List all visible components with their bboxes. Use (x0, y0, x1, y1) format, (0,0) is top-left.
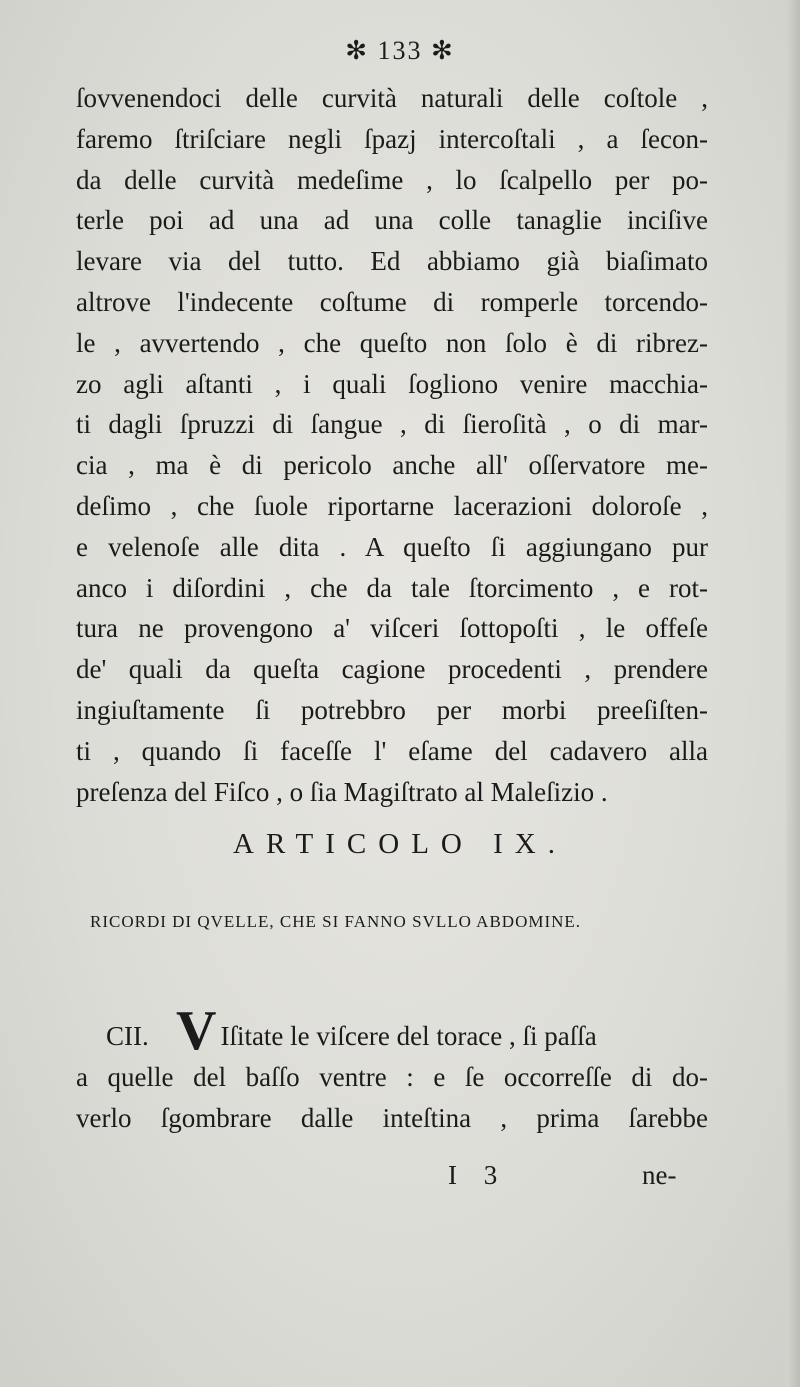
text-line: ti , quando ſi faceſſe l' eſame del cadavero alla (76, 735, 708, 766)
paragraph-2 (76, 1000, 708, 1138)
text-line: deſimo , che ſuole riportarne lacerazioni doloroſe , (76, 490, 708, 521)
text-line: e velenoſe alle dita . A queſto ſi aggiungano pur (76, 531, 708, 562)
text-line: de' quali da queſta cagione procedenti , prendere (76, 654, 708, 685)
paragraph-number: CII. (106, 1021, 149, 1051)
text-line: faremo ſtriſciare negli ſpazj intercoſtali , a ſecon- (76, 123, 708, 154)
text-line: verlo ſgombrare dalle inteſtina , prima ſarebbe (76, 1102, 708, 1133)
article-subheading: RICORDI DI QVELLE, CHE SI FANNO SVLLO ABDOMINE. (90, 912, 582, 931)
page-edge (786, 0, 800, 1387)
text-line: zo agli aſtanti , i quali ſogliono venire macchia- (76, 368, 708, 399)
text-line: Iſitate le viſcere del torace , ſi paſſa (220, 1021, 597, 1051)
article-heading: ARTICOLO IX. (233, 828, 567, 860)
text-line: cia , ma è di pericolo anche all' oſſervatore me- (76, 450, 708, 481)
text-line: tura ne provengono a' viſceri ſottopoſti , le offeſe (76, 613, 708, 644)
page-header: ✻ 133 ✻ (345, 36, 455, 65)
text-line: le , avvertendo , che queſto non ſolo è di ribrez- (76, 327, 708, 358)
text-line: anco i diſordini , che da tale ſtorcimento , e rot- (76, 572, 708, 603)
text-line: a quelle del baſſo ventre : e ſe occorreſſe di do- (76, 1061, 708, 1092)
paragraph-1 (76, 78, 708, 812)
text-line: altrove l'indecente coſtume di romperle torcendo- (76, 286, 708, 317)
drop-cap: V (176, 1000, 217, 1062)
text-line: levare via del tutto. Ed abbiamo già biaſimato (76, 246, 708, 277)
text-line: ti dagli ſpruzzi di ſangue , di ſieroſità , o di mar- (76, 409, 708, 440)
catchword: ne- (642, 1160, 677, 1190)
signature-mark: I 3 (448, 1160, 508, 1190)
paragraph-2-first-line (76, 1000, 708, 1062)
text-line: ſovvenendoci delle curvità naturali delle coſtole , (76, 83, 708, 113)
text-line: ingiuſtamente ſi potrebbro per morbi preeſiſten- (76, 694, 708, 725)
text-line: da delle curvità medeſime , lo ſcalpello per po- (76, 164, 708, 195)
text-line: preſenza del Fiſco , o ſia Magiſtrato al Maleſizio . (76, 776, 608, 807)
text-line: terle poi ad una ad una colle tanaglie inciſive (76, 205, 708, 236)
